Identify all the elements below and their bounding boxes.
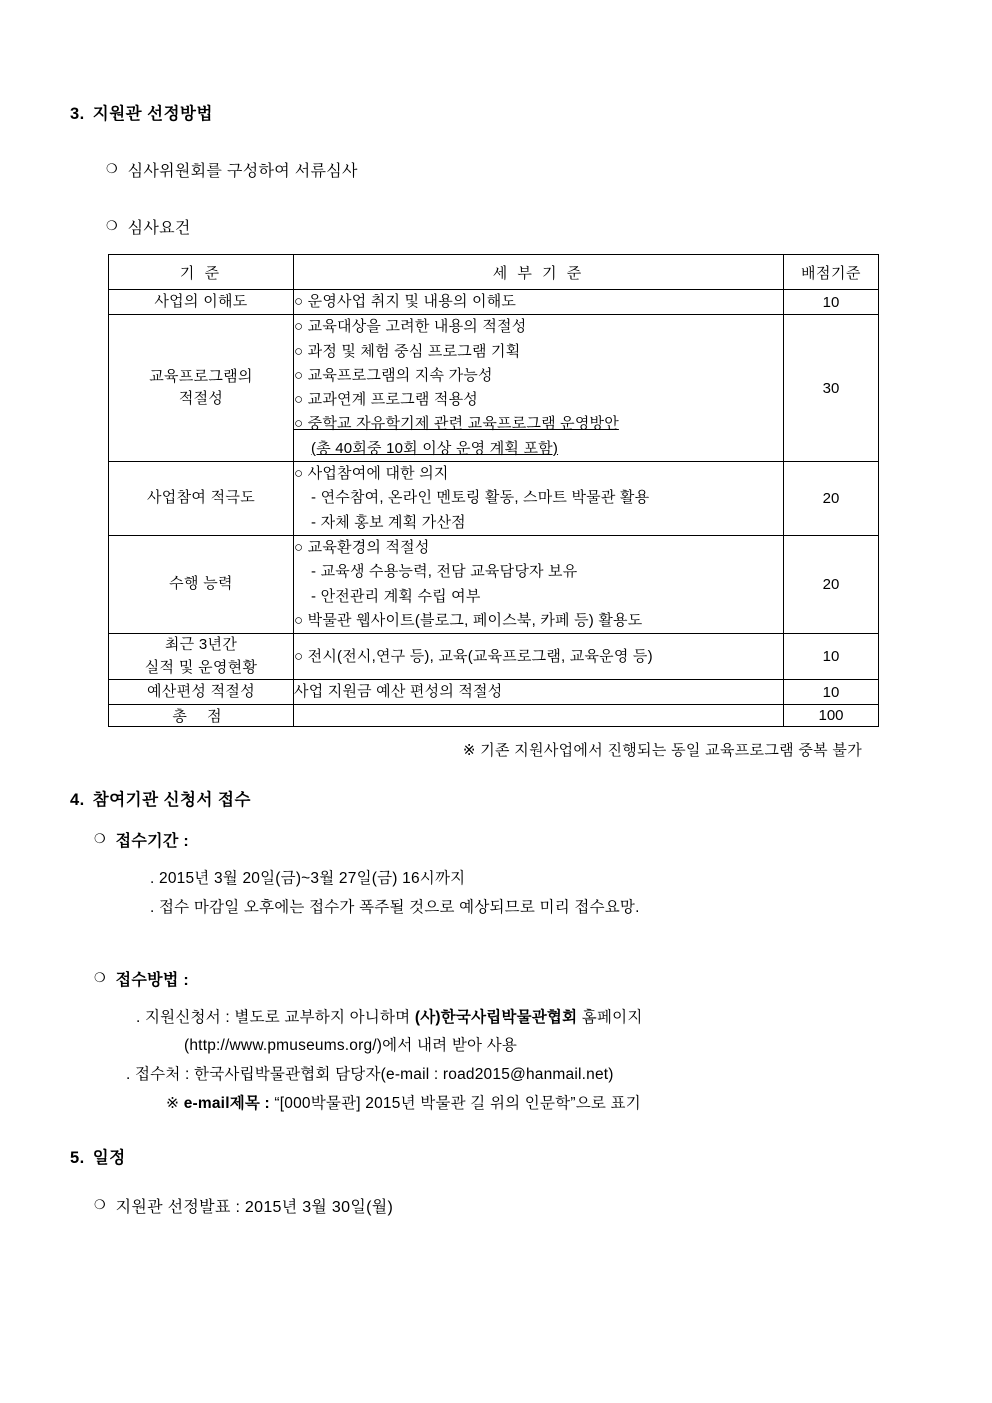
row-4-score: 20 [784, 535, 879, 633]
row-2-detail-line-3: ○ 교육프로그램의 지속 가능성 [294, 366, 493, 384]
table-note: ※ 기존 지원사업에서 진행되는 동일 교육프로그램 중복 불가 [462, 742, 862, 760]
list-item [150, 894, 922, 923]
sub2-line-1-a: . 지원신청서 : 별도로 교부하지 아니하며 [136, 1008, 415, 1026]
row-6-score: 10 [784, 680, 879, 705]
sub1-item-1: . 2015년 3월 20일(금)~3월 27일(금) 16시까지 [150, 870, 466, 888]
section-3-title: 지원관 선정방법 [92, 105, 213, 123]
list-item [150, 865, 922, 894]
sub2-line-4 [166, 1090, 641, 1119]
row-1-score: 10 [784, 290, 879, 315]
section-3-number: 3. [70, 105, 85, 123]
total-detail-blank [294, 705, 784, 727]
row-3-detail [294, 462, 784, 536]
row-4-detail-line-4: ○ 박물관 웹사이트(블로그, 페이스북, 카페 등) 활용도 [294, 611, 643, 629]
circle-bullet-icon: ❍ [94, 969, 106, 985]
header-score: 배점기준 [784, 255, 879, 290]
row-2-detail-line-6: (총 40회중 10회 이상 운영 계획 포함) [311, 439, 559, 457]
sub2-line-3: . 접수처 : 한국사립박물관협회 담당자(e-mail : road2015@hanmail.net) [126, 1066, 614, 1084]
section-5-title: 일정 [92, 1149, 126, 1168]
total-score: 100 [784, 705, 879, 727]
sub2-line-1 [136, 1004, 643, 1033]
row-2-score: 30 [784, 315, 879, 462]
row-3-detail-line-2: - 연수참여, 온라인 멘토링 활동, 스마트 박물관 활용 [311, 489, 650, 507]
sub2-line-1-c: 홈페이지 [577, 1008, 643, 1026]
row-1-name: 사업의 이해도 [109, 290, 294, 315]
list-item [126, 1061, 922, 1090]
section-3-bullet-2 [106, 215, 922, 238]
section-5-heading [70, 1144, 922, 1168]
table-row [109, 290, 879, 315]
header-detail-criteria: 세 부 기 준 [294, 255, 784, 290]
section-4-sub2-items [126, 1004, 922, 1119]
table-header-row [109, 255, 879, 290]
sub2-line-4-a: ※ [166, 1094, 184, 1112]
circle-bullet-icon: ❍ [94, 831, 106, 847]
row-1-detail [294, 290, 784, 315]
header-criteria: 기 준 [109, 255, 294, 290]
section-4-sub2 [94, 967, 922, 990]
row-5-name: 최근 3년간 실적 및 운영현황 [109, 634, 294, 680]
row-6-detail-line-1: 사업 지원금 예산 편성의 적절성 [294, 683, 503, 701]
list-item [184, 1032, 922, 1061]
section-4-heading [70, 786, 922, 810]
sub2-line-1-b: (사)한국사립박물관협회 [414, 1008, 578, 1026]
circle-bullet-icon: ❍ [106, 218, 118, 233]
row-6-detail [294, 680, 784, 705]
row-4-detail-line-3: - 안전관리 계획 수립 여부 [311, 587, 481, 605]
row-4-detail-line-1: ○ 교육환경의 적절성 [294, 538, 430, 556]
table-row [109, 462, 879, 536]
section-5-number: 5. [70, 1149, 85, 1168]
row-2-detail-line-4: ○ 교과연계 프로그램 적용성 [294, 391, 478, 409]
row-5-detail [294, 634, 784, 680]
row-3-name: 사업참여 적극도 [109, 462, 294, 536]
section-4-sub1-title: 접수기간 : [115, 833, 190, 851]
circle-bullet-icon: ❍ [94, 1197, 106, 1213]
section-5-bullet-1-text: 지원관 선정발표 : 2015년 3월 30일(월) [115, 1199, 394, 1217]
section-3-bullet-1 [106, 158, 922, 181]
row-5-score: 10 [784, 634, 879, 680]
list-item [166, 1090, 922, 1119]
total-label: 총 점 [109, 705, 294, 727]
row-4-detail [294, 535, 784, 633]
row-3-detail-line-3: - 자체 홍보 계획 가산점 [311, 513, 466, 531]
table-total-row [109, 705, 879, 727]
row-2-detail-line-5: ○ 중학교 자유학기제 관련 교육프로그램 운영방안 [294, 415, 619, 433]
row-3-detail-line-1: ○ 사업참여에 대한 의지 [294, 465, 449, 483]
section-4-sub1 [94, 828, 922, 851]
row-2-detail-line-1: ○ 교육대상을 고려한 내용의 적절성 [294, 318, 527, 336]
section-5-bullet-1 [94, 1194, 922, 1217]
row-2-name: 교육프로그램의 적절성 [109, 315, 294, 462]
sub2-line-2: (http://www.pmuseums.org/)에서 내려 받아 사용 [184, 1037, 518, 1055]
row-4-name: 수행 능력 [109, 535, 294, 633]
section-3-bullet-2-text: 심사요건 [127, 220, 191, 237]
row-5-detail-line-1: ○ 전시(전시,연구 등), 교육(교육프로그램, 교육운영 등) [294, 647, 653, 665]
section-4-sub1-items [150, 865, 922, 922]
section-3-bullet-1-text: 심사위원회를 구성하여 서류심사 [127, 163, 358, 180]
section-4-sub2-title: 접수방법 : [115, 971, 190, 989]
section-4-number: 4. [70, 791, 85, 810]
row-4-detail-line-2: - 교육생 수용능력, 전담 교육담당자 보유 [311, 563, 578, 581]
table-row [109, 535, 879, 633]
section-4-title: 참여기관 신청서 접수 [92, 791, 251, 810]
table-row [109, 315, 879, 462]
sub2-line-4-c: “[000박물관] 2015년 박물관 길 위의 인문학”으로 표기 [269, 1094, 641, 1112]
list-item [136, 1004, 922, 1033]
row-6-name: 예산편성 적절성 [109, 680, 294, 705]
table-row [109, 680, 879, 705]
section-3-heading [70, 100, 922, 124]
sub1-item-2: . 접수 마감일 오후에는 접수가 폭주될 것으로 예상되므로 미리 접수요망. [150, 899, 640, 917]
circle-bullet-icon: ❍ [106, 161, 118, 176]
row-2-detail-line-2: ○ 과정 및 체험 중심 프로그램 기획 [294, 342, 521, 360]
sub2-line-4-b: e-mail제목 : [183, 1094, 270, 1112]
row-3-score: 20 [784, 462, 879, 536]
criteria-table [108, 254, 879, 727]
row-2-detail [294, 315, 784, 462]
row-1-detail-line-1: ○ 운영사업 취지 및 내용의 이해도 [294, 293, 517, 310]
table-row [109, 634, 879, 680]
